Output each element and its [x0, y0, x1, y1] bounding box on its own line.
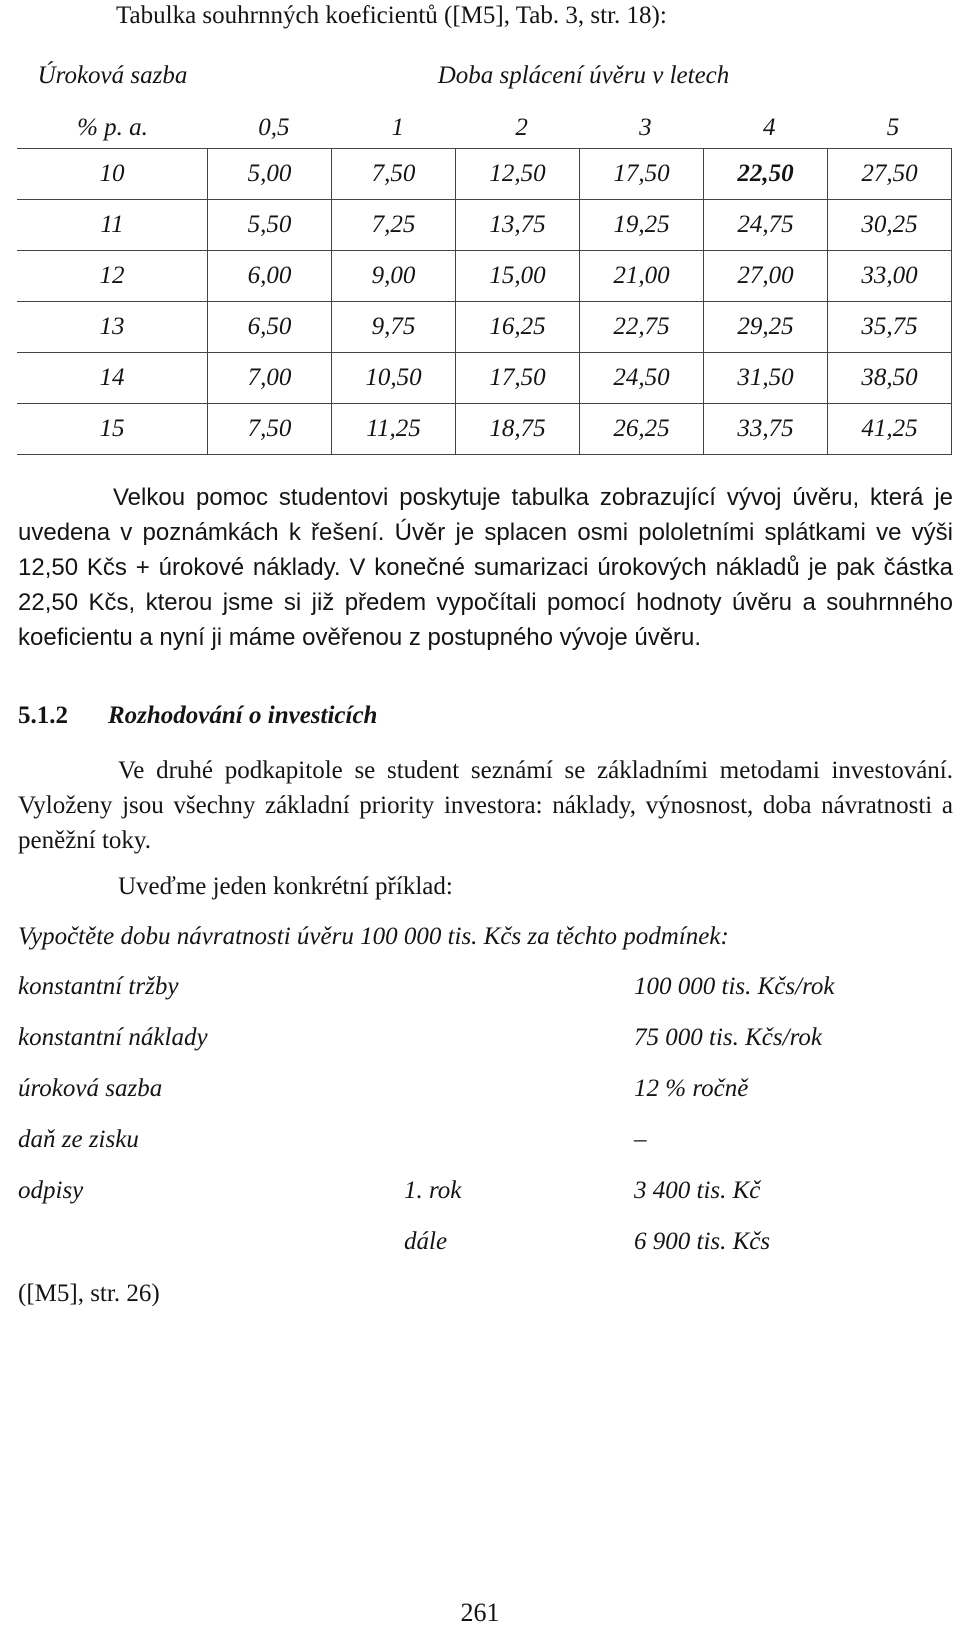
- rate-cell: 14: [17, 353, 208, 404]
- value-cell: 6,00: [208, 251, 332, 302]
- value-cell: 5,00: [208, 149, 332, 200]
- value-cell: 27,00: [704, 251, 828, 302]
- rate-cell: 15: [17, 404, 208, 455]
- year-header: 0,5: [258, 114, 290, 141]
- condition-label: konstantní náklady: [18, 1024, 208, 1051]
- paragraph-investment-intro: Ve druhé podkapitole se student seznámí se základními metodami investování. Vyloženy jsou všechny základní priority investora: náklady, výnosnost, doba návratnosti a peněžní toky.: [18, 757, 953, 854]
- table-years-header: [212, 114, 955, 142]
- table-header-period: Doba splácení úvěru v letech: [437, 62, 730, 89]
- table-row: [17, 404, 952, 455]
- value-cell: 35,75: [828, 302, 952, 353]
- condition-value: –: [634, 1126, 647, 1153]
- condition-value: 12 % ročně: [634, 1075, 749, 1102]
- value-cell: 19,25: [580, 200, 704, 251]
- table-row: [17, 200, 952, 251]
- section-number: 5.1.2: [18, 702, 68, 729]
- value-cell: 38,50: [828, 353, 952, 404]
- value-cell: 33,75: [704, 404, 828, 455]
- value-cell: 6,50: [208, 302, 332, 353]
- value-cell: 7,00: [208, 353, 332, 404]
- source-reference: ([M5], str. 26): [18, 1280, 160, 1307]
- table-row: [17, 353, 952, 404]
- value-cell: 33,00: [828, 251, 952, 302]
- condition-value: 75 000 tis. Kčs/rok: [634, 1024, 822, 1051]
- value-cell: 22,75: [580, 302, 704, 353]
- value-cell: 30,25: [828, 200, 952, 251]
- paragraph-example-intro: Uveďme jeden konkrétní příklad:: [118, 873, 453, 900]
- condition-value: 100 000 tis. Kčs/rok: [634, 973, 835, 1000]
- value-cell: 15,00: [456, 251, 580, 302]
- coefficient-table: [17, 148, 952, 455]
- year-header: 4: [762, 114, 776, 141]
- value-cell: 7,50: [208, 404, 332, 455]
- value-cell: 9,75: [332, 302, 456, 353]
- section-heading: [18, 702, 377, 730]
- value-cell: 24,50: [580, 353, 704, 404]
- condition-label: úroková sazba: [18, 1075, 163, 1102]
- value-cell: 26,25: [580, 404, 704, 455]
- value-cell: 11,25: [332, 404, 456, 455]
- value-cell: 18,75: [456, 404, 580, 455]
- condition-value: 6 900 tis. Kčs: [634, 1228, 771, 1255]
- year-header: 5: [886, 114, 900, 141]
- table-caption: Tabulka souhrnných koeficientů ([M5], Tab. 3, str. 18):: [116, 2, 667, 29]
- condition-value: 3 400 tis. Kč: [634, 1177, 761, 1204]
- value-cell: 12,50: [456, 149, 580, 200]
- value-cell: 31,50: [704, 353, 828, 404]
- value-cell: 5,50: [208, 200, 332, 251]
- condition-subperiod: dále: [404, 1228, 448, 1255]
- condition-label: konstantní tržby: [18, 973, 179, 1000]
- value-cell: 27,50: [828, 149, 952, 200]
- table-row: [17, 149, 952, 200]
- value-cell-highlighted: 22,50: [704, 149, 828, 200]
- value-cell: 17,50: [580, 149, 704, 200]
- year-header: 2: [515, 114, 528, 141]
- value-cell: 21,00: [580, 251, 704, 302]
- value-cell: 9,00: [332, 251, 456, 302]
- condition-subperiod: 1. rok: [404, 1177, 462, 1204]
- value-cell: 16,25: [456, 302, 580, 353]
- rate-cell: 10: [17, 149, 208, 200]
- value-cell: 41,25: [828, 404, 952, 455]
- value-cell: 7,25: [332, 200, 456, 251]
- table-row: [17, 251, 952, 302]
- value-cell: 24,75: [704, 200, 828, 251]
- table-header-unit: % p. a.: [77, 114, 148, 141]
- table-row: [17, 302, 952, 353]
- paragraph-loan-development: Velkou pomoc studentovi poskytuje tabulka zobrazující vývoj úvěru, která je uvedena v poznámkách k řešení. Úvěr je splacen osmi pololetními splátkami ve výši 12,50 Kčs + úrokové náklady. V konečné sumarizaci úrokových nákladů je pak částka 22,50 Kčs, kterou jsme si již předem vypočítali pomocí hodnoty úvěru a souhrnného koeficientu a nyní ji máme ověřenou z postupného vývoje úvěru.: [18, 484, 953, 651]
- year-header: 1: [391, 114, 404, 141]
- rate-cell: 12: [17, 251, 208, 302]
- year-header: 3: [639, 114, 652, 141]
- value-cell: 10,50: [332, 353, 456, 404]
- condition-label: daň ze zisku: [18, 1126, 139, 1153]
- section-title: Rozhodování o investicích: [108, 702, 378, 729]
- value-cell: 17,50: [456, 353, 580, 404]
- table-header-rate: Úroková sazba: [37, 62, 188, 89]
- value-cell: 29,25: [704, 302, 828, 353]
- rate-cell: 11: [17, 200, 208, 251]
- rate-cell: 13: [17, 302, 208, 353]
- value-cell: 7,50: [332, 149, 456, 200]
- task-statement: Vypočtěte dobu návratnosti úvěru 100 000 tis. Kčs za těchto podmínek:: [18, 923, 729, 950]
- condition-label: odpisy: [18, 1177, 84, 1204]
- page-number: 261: [460, 1598, 500, 1627]
- value-cell: 13,75: [456, 200, 580, 251]
